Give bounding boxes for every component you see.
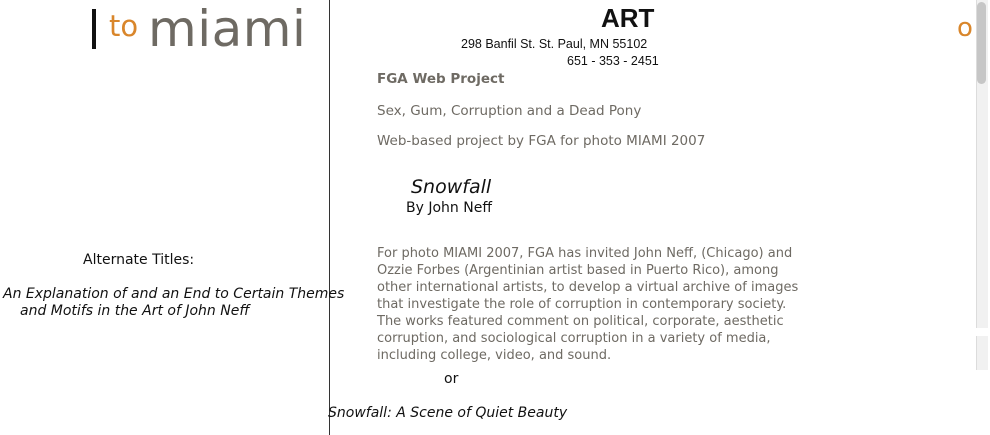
column-divider — [329, 0, 330, 435]
work-body-paragraph: For photo MIAMI 2007, FGA has invited John Neff, (Chicago) and Ozzie Forbes (Argentinian artist based in Puerto Rico), among other international artists, to develop a virtual archive of images that investigate the role of corruption in contemporary society. The works featured comment on political, corporate, aesthetic corruption, and sociological corruption in a variety of media, including college, video, and sound. — [377, 246, 799, 363]
alternate-title-2: Snowfall: A Scene of Quiet Beauty — [328, 405, 568, 421]
work-title: Snowfall — [411, 176, 492, 198]
scrollbar-thumb[interactable] — [977, 2, 986, 84]
banner-bar-mark — [92, 9, 96, 49]
header-art-title: ART — [601, 3, 655, 33]
edge-letter-fragment: o — [957, 13, 973, 43]
banner-miami-logo: miami — [148, 0, 307, 58]
project-heading: FGA Web Project — [377, 71, 505, 87]
header-address: 298 Banfil St. St. Paul, MN 55102 — [461, 37, 648, 51]
banner-to-text: to — [109, 9, 139, 43]
project-subtitle: Sex, Gum, Corruption and a Dead Pony — [377, 103, 642, 119]
alternate-title-1-line-1: An Explanation of and an End to Certain Themes — [3, 286, 345, 302]
alternate-titles-label: Alternate Titles: — [83, 252, 195, 268]
header-phone: 651 - 353 - 2451 — [567, 54, 659, 68]
scrollbar-gap — [976, 328, 990, 336]
alternate-or-text: or — [444, 371, 459, 387]
project-description: Web-based project by FGA for photo MIAMI 2007 — [377, 133, 706, 149]
alternate-title-1-line-2: and Motifs in the Art of John Neff — [20, 303, 250, 319]
work-author: By John Neff — [406, 200, 492, 216]
